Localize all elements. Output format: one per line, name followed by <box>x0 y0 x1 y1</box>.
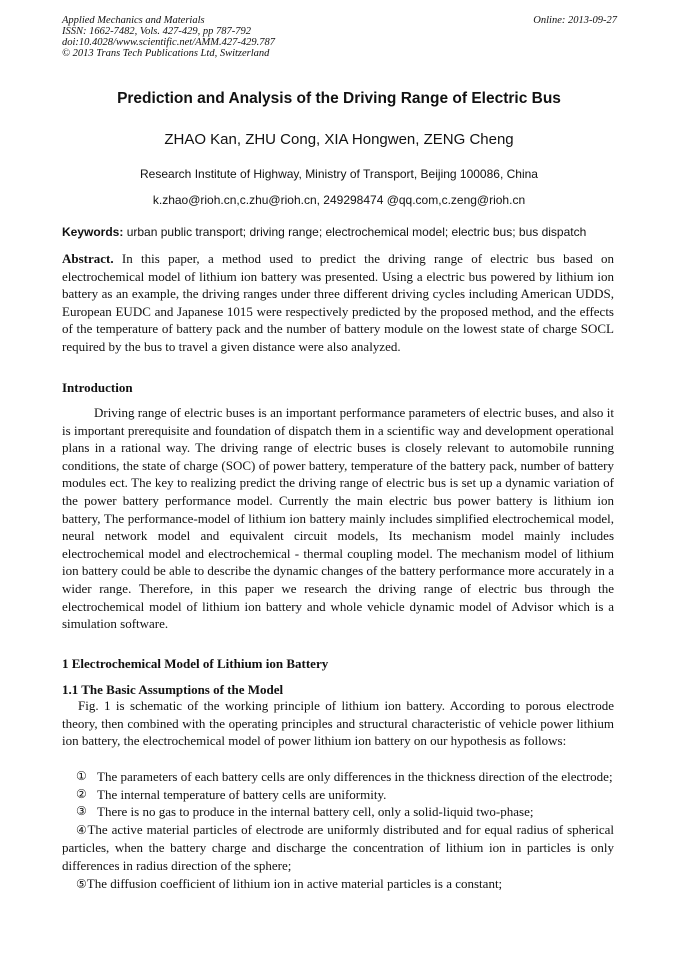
assumption-item <box>62 821 614 875</box>
affiliation: Research Institute of Highway, Ministry of Transport, Beijing 100086, China <box>140 167 538 181</box>
assumption-item <box>62 803 614 821</box>
doi-line: doi:10.4028/www.scientific.net/AMM.427-429.787 <box>62 37 275 48</box>
author-emails: k.zhao@rioh.cn,c.zhu@rioh.cn, 249298474 @qq.com,c.zeng@rioh.cn <box>152 193 526 207</box>
assumption-text: There is no gas to produce in the internal battery cell, only a solid-liquid two-phase; <box>97 804 534 820</box>
journal-header <box>62 15 617 59</box>
abstract-label: Abstract. <box>62 251 114 266</box>
circled-number: ② <box>76 786 87 801</box>
assumption-item <box>62 875 614 894</box>
keywords-text: urban public transport; driving range; electrochemical model; electric bus; bus dispatch <box>126 225 587 239</box>
circled-number: ⑤ <box>76 876 87 891</box>
circled-number: ③ <box>76 804 87 819</box>
abstract-text: In this paper, a method used to predict the driving range of electric bus based on electrochemical model of lithium ion battery was presented. Using a electric bus powered by lithium ion battery as an example, the driving ranges under three different driving cycles including American UDDS, European EUDC and Japanese 1015 were respectively predicted by the proposed method, and the effects of the temperature of battery pack and the number of battery module on the lowest state of charge SOCL required by the bus to travel a given distance were also analyzed. <box>62 251 615 354</box>
keywords <box>62 225 617 239</box>
section-heading-1: 1 Electrochemical Model of Lithium ion Battery <box>62 656 329 671</box>
copyright-line: © 2013 Trans Tech Publications Ltd, Switzerland <box>62 48 270 59</box>
online-date: Online: 2013-09-27 <box>533 15 617 26</box>
abstract <box>62 250 614 356</box>
subsection-heading-1-1: 1.1 The Basic Assumptions of the Model <box>62 682 284 697</box>
introduction-paragraph: Driving range of electric buses is an important performance parameters of electric buses, and also it is important prerequisite and foundation of dispatch them in a scientific way and development operational plans in a rational way. The driving range of electric buses is closely relevant to automobile running conditions, the state of charge (SOC) of power battery, temperature of the battery pack, number of battery modules ect. The key to realizing predict the driving range of electric bus is set up a dynamic variation of the power battery performance model. Currently the main electric bus power battery is lithium ion battery, The performance-model of lithium ion battery mainly includes simplified electrochemical model, neural network model and equivalent circuit models, Its mechanism model mainly includes electrochemical model and electrochemical - thermal coupling model. The mechanism model of lithium ion battery could be able to describe the dynamic changes of the battery performance more accurately in a wider range. Therefore, in this paper we research the driving range of electric bus through the electrochemical model of lithium ion battery and whole vehicle dynamic model of Advisor which is a simulation software. <box>62 405 614 632</box>
paper-title: Prediction and Analysis of the Driving Range of Electric Bus <box>117 90 561 107</box>
assumption-item <box>62 768 614 786</box>
circled-number: ① <box>76 769 87 783</box>
issn-line: ISSN: 1662-7482, Vols. 427-429, pp 787-792 <box>62 26 251 37</box>
assumption-item <box>62 786 614 804</box>
journal-name: Applied Mechanics and Materials <box>62 15 205 26</box>
subsection-1-1-paragraph: Fig. 1 is schematic of the working principle of lithium ion battery. According to porous electrode theory, then combined with the operating principles and structural characteristic of vehicle power lithium ion battery, the electrochemical model of power lithium ion battery on our hypothesis as follows: <box>62 698 614 749</box>
assumption-text: The internal temperature of battery cells are uniformity. <box>97 786 387 802</box>
keywords-label: Keywords: <box>62 225 124 239</box>
circled-number: ④ <box>76 822 88 837</box>
section-heading-introduction: Introduction <box>62 380 133 395</box>
assumption-list <box>62 768 614 893</box>
assumption-text: The diffusion coefficient of lithium ion in active material particles is a constant; <box>86 875 503 891</box>
assumption-text: The parameters of each battery cells are only differences in the thickness direction of the electrode; <box>97 769 613 784</box>
assumption-text: The active material particles of electrode are uniformly distributed and for equal radius of spherical particles, when the battery charge and discharge the concentration of lithium ion in particles is only differences in radius direction of the sphere; <box>62 821 614 873</box>
author-list: ZHAO Kan, ZHU Cong, XIA Hongwen, ZENG Cheng <box>164 131 514 148</box>
